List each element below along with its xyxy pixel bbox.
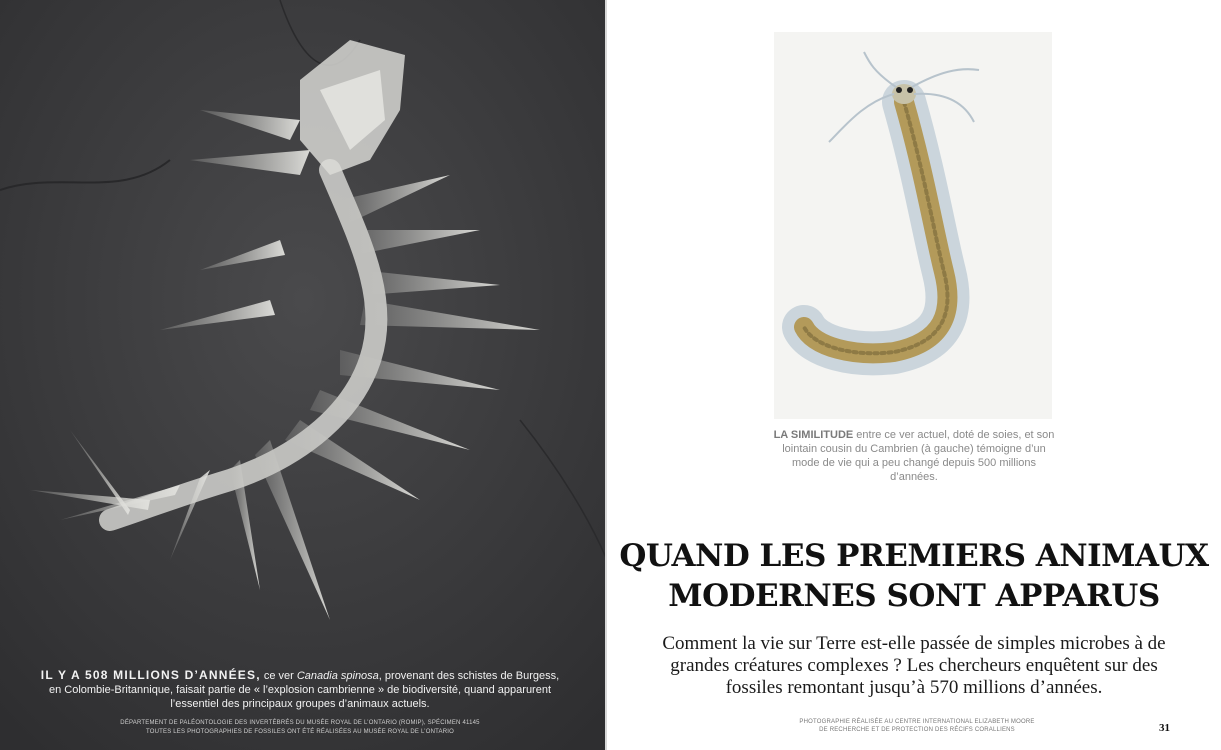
fossil-caption-text-a: ce ver [260,670,297,682]
article-page [607,0,1221,750]
worm-photo [774,32,1052,419]
photo-credit-line-1: PHOTOGRAPHIE RÉALISÉE AU CENTRE INTERNATIONAL ELIZABETH MOORE [799,719,1035,725]
headline-line-2: MODERNES SONT APPARUS [668,578,1160,614]
photo-credit-line-2: DE RECHERCHE ET DE PROTECTION DES RÉCIFS CORALLIENS [819,727,1015,733]
worm-caption-lead: LA SIMILITUDE [773,429,854,441]
fossil-photo [0,0,607,750]
fossil-caption [40,668,560,711]
article-headline [617,536,1211,616]
fossil-photo-page [0,0,607,750]
fossil-caption-lead: IL Y A 508 MILLIONS D’ANNÉES, [40,668,261,682]
fossil-credit-line-1: DÉPARTEMENT DE PALÉONTOLOGIE DES INVERTÉBRÉS DU MUSÉE ROYAL DE L’ONTARIO (ROMIP), SPÉCIMEN 41145 [120,720,480,726]
worm-caption [769,428,1059,484]
worm-eye [907,87,913,93]
worm-caption-text: entre ce ver actuel, doté de soies, et son lointain cousin du Cambrien (à gauche) témoigne d’un mode de vie qui a peu changé depuis 500 millions d’années. [782,429,1055,483]
worm-photo-credit [767,718,1067,734]
worm-eye [896,87,902,93]
article-deck: Comment la vie sur Terre est-elle passée de simples microbes à de grandes créatures complexes ? Les chercheurs enquêtent sur des fossiles remontant jusqu’à 570 millions d’années. [662,633,1166,698]
fossil-credit-line-2: TOUTES LES PHOTOGRAPHIES DE FOSSILES ONT ÉTÉ RÉALISÉES AU MUSÉE ROYAL DE L’ONTARIO [145,729,455,735]
headline-line-1: QUAND LES PREMIERS ANIMAUX [619,538,1209,574]
worm-illustration [774,32,1052,419]
fossil-credit [60,719,540,737]
fossil-caption-species: Canadia spinosa [296,670,379,682]
page-number: 31 [1159,722,1170,734]
fossil-caption-text-b: , provenant des schistes de Burgess, en Colombie-Britannique, faisait partie de « l’explosion cambrienne » de biodiversité, quand apparurent l’essentiel des principaux groupes d’animaux actuels. [48,670,560,710]
